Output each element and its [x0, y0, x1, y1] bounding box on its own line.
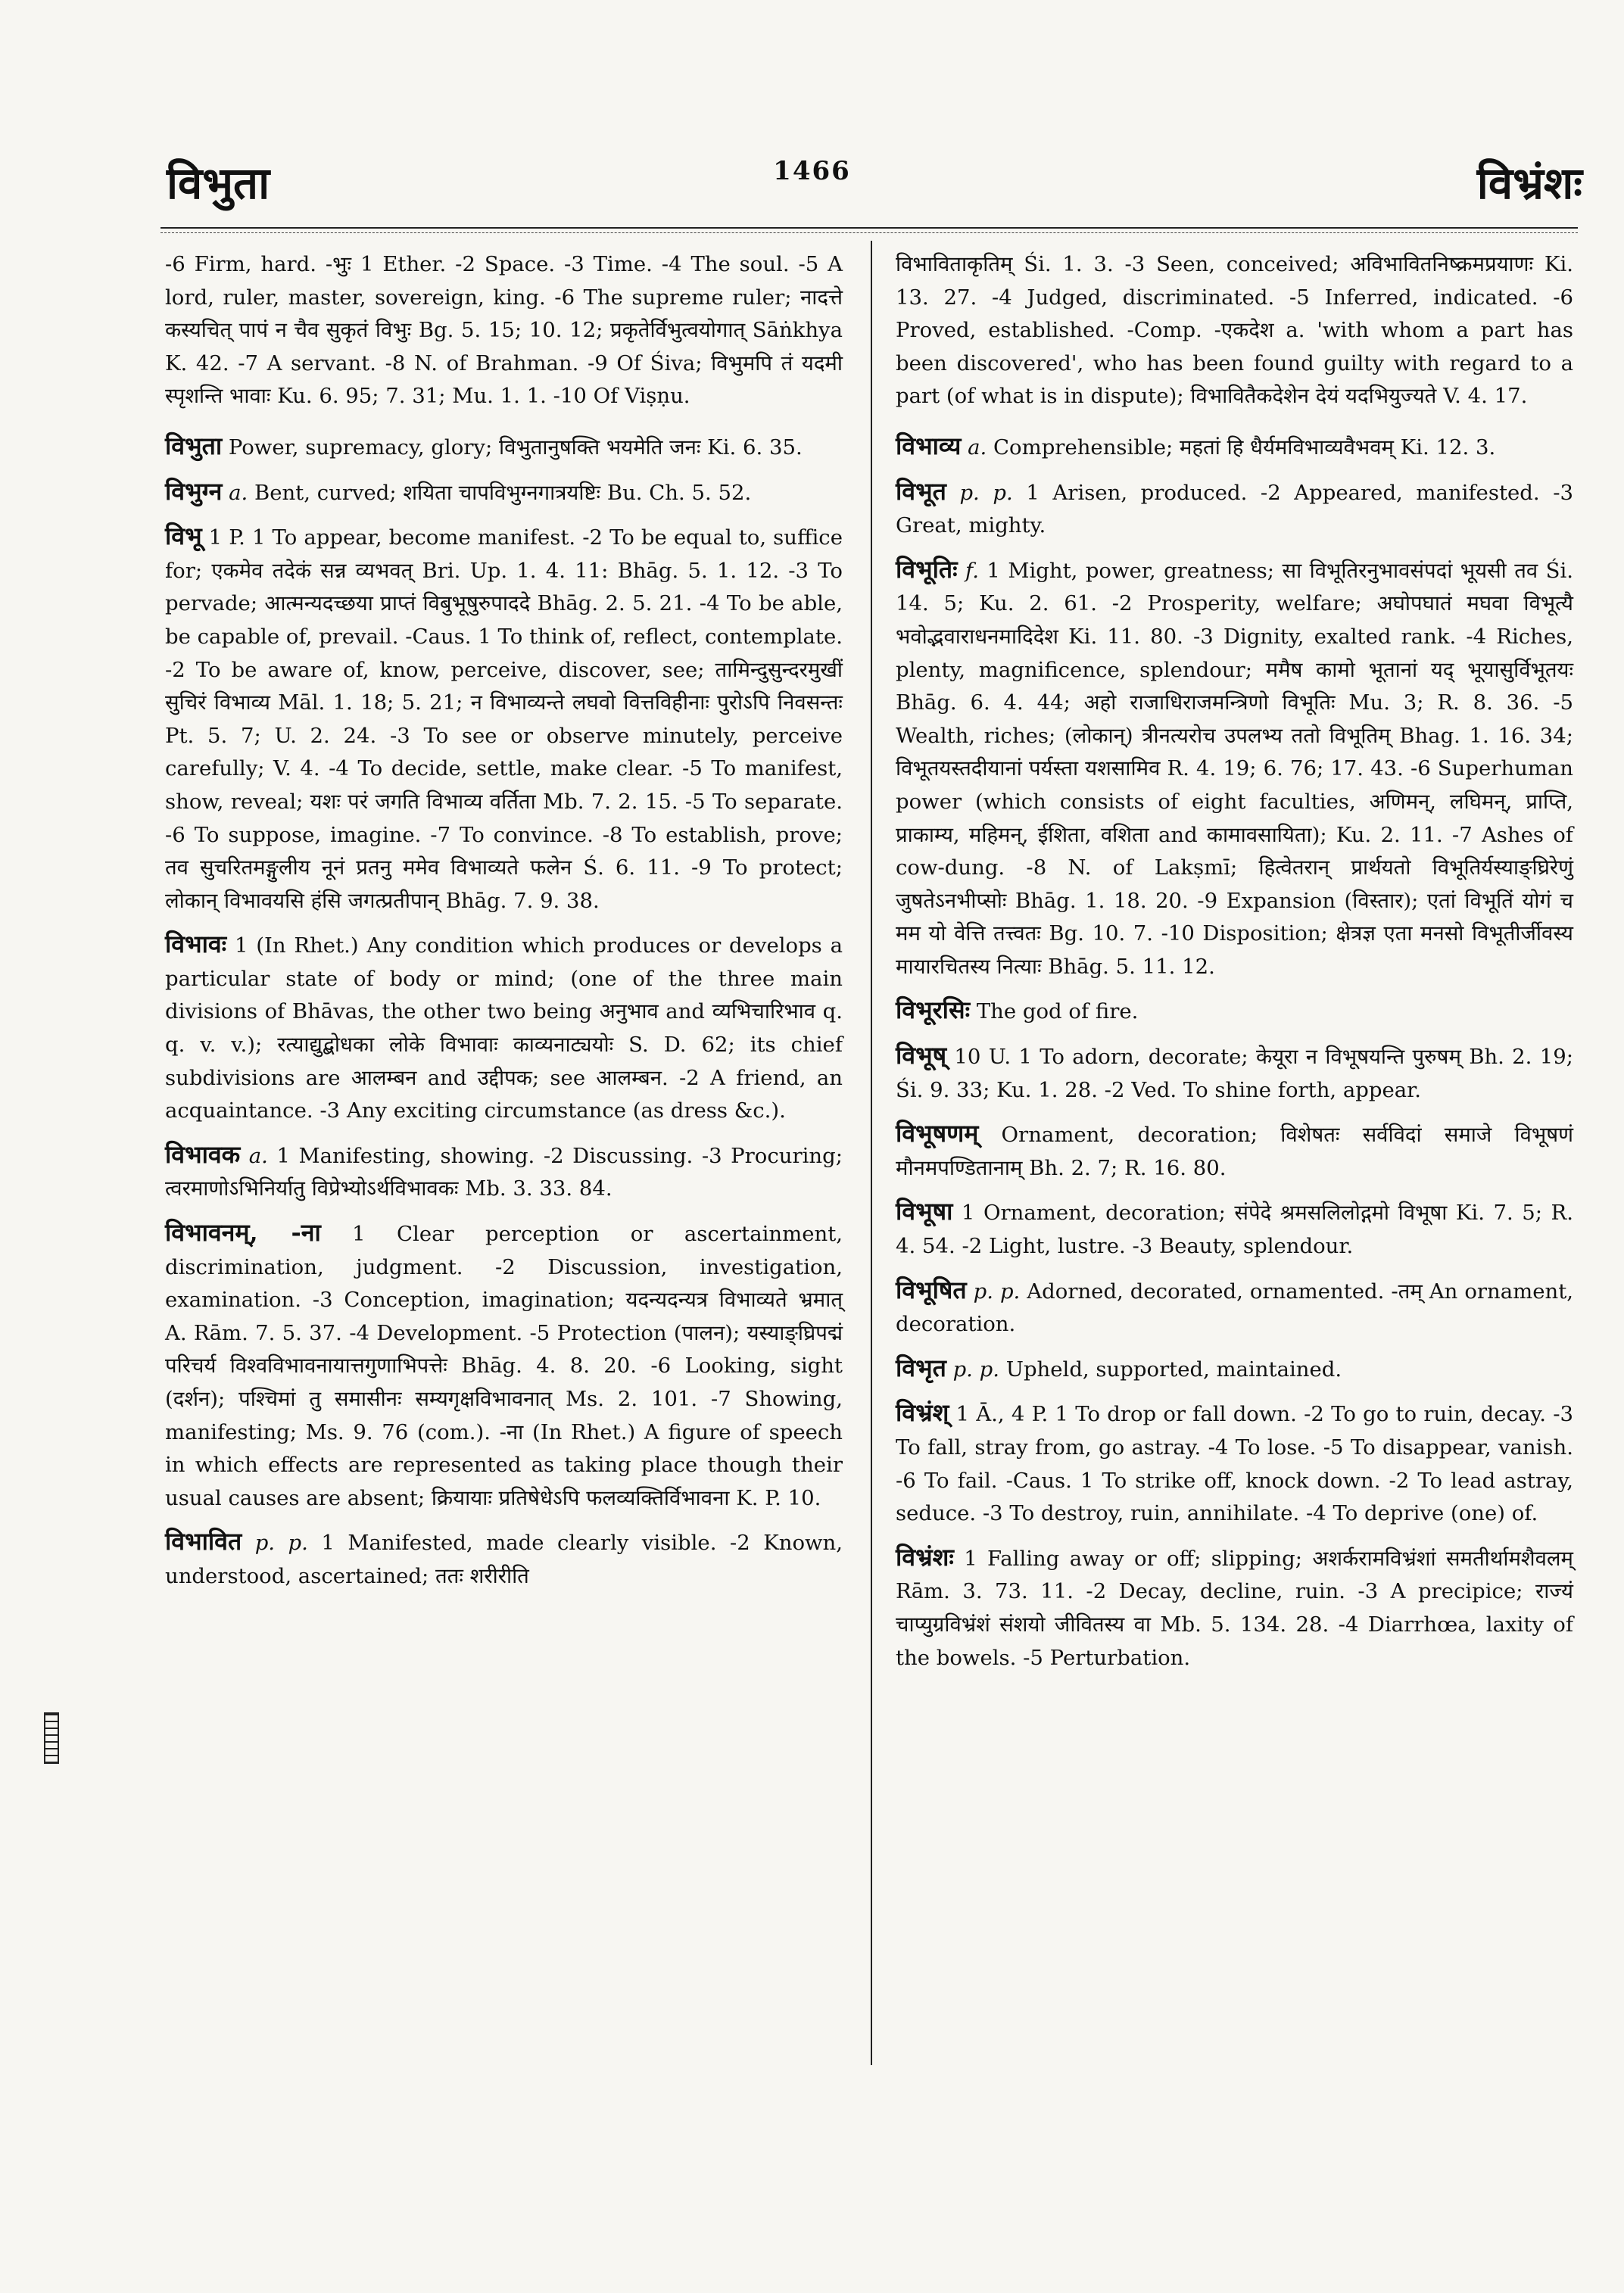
entry-text: Comprehensible; महतां हि धैर्यमविभाव्यवैभवम् Ki. 12. 3. [993, 435, 1496, 460]
dictionary-entry [896, 1195, 1573, 1263]
left-column [165, 247, 843, 1604]
dictionary-entry [165, 1139, 843, 1206]
entry-text: 1 Arisen, produced. -2 Appeared, manifested. -3 Great, mighty. [896, 480, 1573, 538]
column-divider [871, 241, 872, 2065]
dictionary-entry [896, 1397, 1573, 1530]
dictionary-entry [165, 520, 843, 918]
entry-grammar: p. p. [254, 1531, 308, 1556]
entry-headword: विभूतिः [896, 554, 958, 584]
entry-headword: विभू [165, 522, 202, 551]
entry-text: 1 (In Rhet.) Any condition which produces or develops a particular state of body or mind; (one of the three main divisions of Bhāvas, the other two being अनुभाव and व्यभिचारिभाव q. q. v. v.); रत्याद्युद्बोधका लोके विभावाः काव्यनाट्ययोः S. D. 62; its chief subdivisions are आलम्बन and उद्दीपक; see आलम्बन. -2 A friend, an acquaintance. -3 Any exciting circumstance (as dress &c.). [165, 933, 843, 1123]
dictionary-entry [896, 1117, 1573, 1185]
dictionary-entry [896, 430, 1573, 465]
entry-text: Ornament, decoration; विशेषतः सर्वविदां समाजे विभूषणं मौनमपण्डितानाम् Bh. 2. 7; R. 16. 80. [896, 1123, 1573, 1180]
entry-text: 1 Falling away or off; slipping; अशर्करामविभ्रंशां समतीर्थामशैवलम् Rām. 3. 73. 11. -2 Decay, decline, ruin. -3 A precipice; राज्यं चाप्युग्रविभ्रंशं संशयो जीवितस्य वा Mb. 5. 134. 28. -4 Diarrhœa, laxity of the bowels. -5 Perturbation. [896, 1546, 1573, 1670]
header-rule-dashed [161, 232, 1578, 233]
entry-headword: विभावित [165, 1527, 242, 1556]
page-number: 1466 [773, 156, 851, 186]
dictionary-entry [896, 247, 1573, 413]
entry-text: 1 Might, power, greatness; सा विभूतिरनुभावसंपदां भूयसी तव Śi. 14. 5; Ku. 2. 61. -2 Prosperity, welfare; अघोपघातं मघवा विभूत्यै भवोद्भवाराधनमादिदेश Ki. 11. 80. -3 Dignity, exalted rank. -4 Riches, plenty, magnificence, splendour; ममैष कामो भूतानां यद् भूयासुर्विभूतयः Bhāg. 6. 4. 44; अहो राजाधिराजमन्त्रिणो विभूतिः Mu. 3; R. 8. 36. -5 Wealth, riches; (लोकान्) त्रीनत्यरोच उपलभ्य ततो विभूतिम् Bhag. 1. 16. 34; विभूतयस्तदीयानां पर्यस्ता यशसामिव R. 4. 19; 6. 76; 17. 43. -6 Superhuman power (which consists of eight faculties, अणिमन्, लघिमन्, प्राप्ति, प्राकाम्य, महिमन्, ईशिता, वशिता and कामावसायिता); Ku. 2. 11. -7 Ashes of cow-dung. -8 N. of Lakṣmī; हित्वेतरान् प्रार्थयतो विभूतिर्यस्याङ्घ्रिरेणुं जुषतेऽनभीप्सोः Bhāg. 1. 18. 20. -9 Expansion (विस्तार); एतां विभूतिं योगं च मम यो वेत्ति तत्त्वतः Bg. 10. 7. -10 Disposition; क्षेत्रज्ञ एता मनसो विभूतीर्जीवस्य मायारचितस्य नित्याः Bhāg. 5. 11. 12. [896, 558, 1573, 979]
right-running-headword: विभ्रंशः [1476, 157, 1582, 209]
entry-headword: विभाव्य [896, 431, 962, 460]
entry-headword: विभूषित [896, 1275, 967, 1304]
dictionary-entry [896, 1352, 1573, 1387]
entry-headword: विभ्रंश् [896, 1398, 949, 1428]
entry-headword: विभूषणम् [896, 1119, 979, 1148]
entry-headword: विभूरसिः [896, 995, 971, 1025]
dictionary-entry [165, 247, 843, 413]
header-rule [161, 227, 1578, 229]
entry-text: -6 Firm, hard. -भुः 1 Ether. -2 Space. -3 Time. -4 The soul. -5 A lord, ruler, master, sovereign, king. -6 The supreme ruler; नादत्ते कस्यचित् पापं न चैव सुकृतं विभुः Bg. 5. 15; 10. 12; प्रकृतेर्विभुत्वयोगात् Sāṅkhya K. 42. -7 A servant. -8 N. of Brahman. -9 Of Śiva; विभुमपि तं यदमी स्पृशन्ति भावाः Ku. 6. 95; 7. 31; Mu. 1. 1. -10 Of Viṣṇu. [165, 252, 843, 409]
entry-headword: विभृत [896, 1353, 946, 1382]
dictionary-entry [165, 1217, 843, 1515]
margin-marker [44, 1712, 59, 1764]
entry-text: 1 Manifested, made clearly visible. -2 Known, understood, ascertained; ततः शरीरीति [165, 1531, 843, 1588]
entry-grammar: p. p. [959, 480, 1013, 505]
page-header [0, 151, 1624, 212]
entry-text: 1 Ā., 4 P. 1 To drop or fall down. -2 To go to ruin, decay. -3 To fall, stray from, go astray. -4 To lose. -5 To disappear, vanish. -6 To fail. -Caus. 1 To strike off, knock down. -2 To lead astray, seduce. -3 To destroy, ruin, annihilate. -4 To deprive (one) of. [896, 1402, 1573, 1526]
dictionary-entry [896, 475, 1573, 543]
right-column [896, 247, 1573, 1685]
dictionary-entry [896, 1274, 1573, 1341]
dictionary-entry [165, 928, 843, 1128]
entry-text: Upheld, supported, maintained. [1005, 1357, 1342, 1382]
dictionary-entry [165, 475, 843, 510]
entry-text: The god of fire. [976, 999, 1139, 1024]
entry-headword: विभूषा [896, 1197, 953, 1226]
entry-headword: विभ्रंशः [896, 1542, 954, 1572]
left-running-headword: विभुता [167, 157, 270, 209]
entry-headword: विभावः [165, 930, 227, 959]
entry-grammar: a. [248, 1143, 268, 1168]
entry-text: Adorned, decorated, ornamented. -तम् An ornament, decoration. [896, 1279, 1573, 1337]
dictionary-entry [896, 553, 1573, 984]
entry-text: 1 P. 1 To appear, become manifest. -2 To be equal to, suffice for; एकमेव तदेकं सन्न व्यभवत् Bri. Up. 1. 4. 11: Bhāg. 5. 1. 12. -3 To pervade; आत्मन्यदच्छया प्राप्तं विबुभूषुरुपाददे Bhāg. 2. 5. 21. -4 To be able, be capable of, prevail. -Caus. 1 To think of, reflect, contemplate. -2 To be aware of, know, perceive, discover, see; तामिन्दुसुन्दरमुखीं सुचिरं विभाव्य Māl. 1. 18; 5. 21; न विभाव्यन्ते लघवो वित्तविहीनाः पुरोऽपि निवसन्तः Pt. 5. 7; U. 2. 24. -3 To see or observe minutely, perceive carefully; V. 4. -4 To decide, settle, make clear. -5 To manifest, show, reveal; यशः परं जगति विभाव्य वर्तिता Mb. 7. 2. 15. -5 To separate. -6 To suppose, imagine. -7 To convince. -8 To establish, prove; तव सुचरितमङ्गुलीय नूनं प्रतनु ममेव विभाव्यते फलेन Ś. 6. 11. -9 To protect; लोकान् विभावयसि हंसि जगत्प्रतीपान् Bhāg. 7. 9. 38. [165, 525, 843, 913]
dictionary-entry [165, 430, 843, 465]
dictionary-entry [896, 1039, 1573, 1107]
entry-headword: विभूत [896, 476, 946, 506]
entry-text: 1 Clear perception or ascertainment, discrimination, judgment. -2 Discussion, investigation, examination. -3 Conception, imagination; यदन्यदन्यत्र विभाव्यते भ्रमात् A. Rām. 7. 5. 37. -4 Development. -5 Protection (पालन); यस्याङ्घ्रिपद्मं परिचर्य विश्वविभावनायात्तगुणाभिपत्तेः Bhāg. 4. 8. 20. -6 Looking, sight (दर्शन); पश्चिमां तु समासीनः सम्यगृक्षविभावनात् Ms. 2. 101. -7 Showing, manifesting; Ms. 9. 76 (com.). -ना (In Rhet.) A figure of speech in which effects are represented as taking place though their usual causes are absent; क्रियायाः प्रतिषेधेऽपि फलव्यक्तिर्विभावना K. P. 10. [165, 1222, 843, 1510]
entry-headword: विभुग्न [165, 476, 223, 506]
entry-headword: विभावनम्, -ना [165, 1218, 321, 1248]
entry-text: विभाविताकृतिम् Śi. 1. 3. -3 Seen, conceived; अविभावितनिष्क्रमप्रयाणः Ki. 13. 27. -4 Judged, discriminated. -5 Inferred, indicated. -6 Proved, established. -Comp. -एकदेश a. 'with whom a part has been discovered', who has been found guilty with regard to a part (of what is in dispute); विभावितैकदेशेन देयं यदभियुज्यते V. 4. 17. [896, 252, 1573, 409]
entry-grammar: p. p. [973, 1279, 1021, 1304]
entry-headword: विभावक [165, 1139, 241, 1169]
dictionary-entry [896, 994, 1573, 1029]
entry-text: Power, supremacy, glory; विभुतानुषक्ति भयमेति जनः Ki. 6. 35. [228, 435, 803, 460]
entry-headword: विभुता [165, 431, 223, 460]
entry-grammar: p. p. [952, 1357, 1000, 1382]
entry-grammar: f. [965, 558, 979, 583]
entry-text: 10 U. 1 To adorn, decorate; केयूरा न विभूषयन्ति पुरुषम् Bh. 2. 19; Śi. 9. 33; Ku. 1. 28. -2 Ved. To shine forth, appear. [896, 1045, 1573, 1102]
entry-grammar: a. [229, 480, 248, 505]
entry-grammar: a. [968, 435, 987, 460]
entry-text: 1 Manifesting, showing. -2 Discussing. -3 Procuring; त्वरमाणोऽभिनिर्यातु विप्रेभ्योऽर्थविभावकः Mb. 3. 33. 84. [165, 1143, 843, 1201]
entry-text: 1 Ornament, decoration; संपेदे श्रमसलिलोद्गमो विभूषा Ki. 7. 5; R. 4. 54. -2 Light, lustre. -3 Beauty, splendour. [896, 1201, 1573, 1259]
entry-text: Bent, curved; शयिता चापविभुग्नगात्रयष्टिः Bu. Ch. 5. 52. [254, 480, 752, 505]
dictionary-entry [896, 1541, 1573, 1675]
dictionary-entry [165, 1525, 843, 1593]
entry-headword: विभूष् [896, 1041, 947, 1070]
